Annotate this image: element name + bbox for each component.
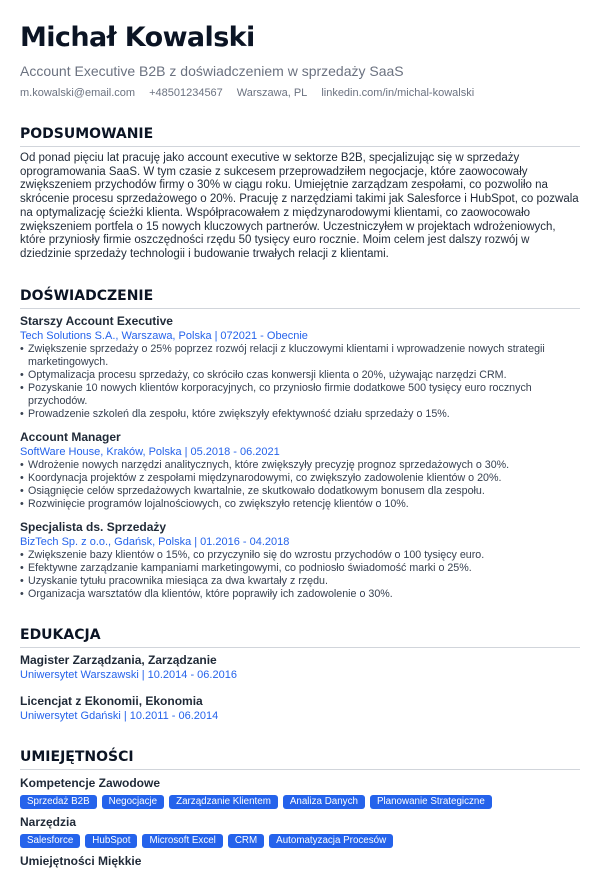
education-entry <box>20 694 580 723</box>
job-bullet: • Prowadzenie szkoleń dla zespołu, które zwiększyły efektywność działu sprzedaży o 15%. <box>20 408 580 421</box>
job-dates: 05.2018 - 06.2021 <box>190 445 280 458</box>
skills-section <box>20 749 580 869</box>
experience-section <box>20 288 580 601</box>
section-title-skills: UMIEJĘTNOŚCI <box>20 749 580 770</box>
skill-chip: Zarządzanie Klientem <box>169 795 278 809</box>
skill-group-title: Narzędzia <box>20 814 77 829</box>
skill-chip: Automatyzacja Procesów <box>269 834 393 848</box>
contact-email[interactable]: m.kowalski@email.com <box>20 87 136 99</box>
summary-text: Od ponad pięciu lat pracuję jako account executive w sektorze B2B, specjalizując się w sprzedaży oprogramowania SaaS. W tym czasie z sukcesem przeprowadziłem negocjacje, które zaowocowały zwiększeniem przychodów firmy o 30% w ciągu roku. Umiejętnie zarządzam zespołami, co pozwoliło na skrócenie procesu sprzedażowego o 20%. Pracuję z narzędziami takimi jak Salesforce i HubSpot, co pozwala na optymalizację ścieżki klienta. Współpracowałem z międzynarodowymi klientami, co zaowocowało zwiększeniem portfela o 15 nowych kluczowych partnerów. Uczestniczyłem w projektach wdrożeniowych, które przyniosły firmie oszczędności rzędu 50 tysięcy euro rocznie. Moim celem jest dalszy rozwój w dziedzinie sprzedaży technologii i budowanie trwałych relacji z klientami. <box>20 152 579 260</box>
meta-separator: | <box>123 709 127 722</box>
education-school: Uniwersytet Gdański <box>20 709 121 722</box>
job-bullet: • Organizacja warsztatów dla klientów, które poprawiły ich zadowolenie o 30%. <box>20 588 580 601</box>
skill-chip: HubSpot <box>85 834 137 848</box>
job-title: Starszy Account Executive <box>20 313 173 328</box>
education-dates: 10.2011 - 06.2014 <box>129 709 219 722</box>
education-dates: 10.2014 - 06.2016 <box>147 668 237 681</box>
job-company: SoftWare House, Kraków, Polska <box>20 445 182 458</box>
section-title-summary: PODSUMOWANIE <box>20 126 580 147</box>
meta-separator: | <box>141 668 145 681</box>
education-entry <box>20 653 580 682</box>
job-dates: 072021 - Obecnie <box>220 329 308 342</box>
job-bullet: • Optymalizacja procesu sprzedaży, co skróciło czas konwersji klienta o 20%, używając narzędzi CRM. <box>20 369 580 382</box>
job-bullets <box>20 549 580 601</box>
section-title-experience: DOŚWIADCZENIE <box>20 288 580 309</box>
job-title: Account Manager <box>20 429 121 444</box>
job-bullet: • Osiągnięcie celów sprzedażowych kwartalnie, ze skutkowało dodatkowym bonusem dla zespołu. <box>20 485 580 498</box>
summary-section <box>20 126 580 262</box>
contact-phone[interactable]: +48501234567 <box>149 87 223 99</box>
job-title: Specjalista ds. Sprzedaży <box>20 519 167 534</box>
contact-row <box>20 86 580 100</box>
candidate-name: Michał Kowalski <box>20 22 255 53</box>
job-bullet: • Koordynacja projektów z zespołami międzynarodowymi, co zwiększyło zadowolenie klientów o 20%. <box>20 472 580 485</box>
skill-chip: Planowanie Strategiczne <box>370 795 492 809</box>
job-entry <box>20 314 580 421</box>
education-meta <box>20 668 580 682</box>
job-meta <box>20 445 580 459</box>
skill-chip: Sprzedaż B2B <box>20 795 97 809</box>
skill-group-title: Umiejętności Miękkie <box>20 853 142 868</box>
education-section <box>20 627 580 723</box>
job-bullet: • Efektywne zarządzanie kampaniami marketingowymi, co podniosło świadomość marki o 25%. <box>20 562 580 575</box>
education-meta <box>20 709 580 723</box>
job-company: Tech Solutions S.A., Warszawa, Polska <box>20 329 212 342</box>
skill-chip: Analiza Danych <box>283 795 365 809</box>
job-bullet: • Zwiększenie sprzedaży o 25% poprzez rozwój relacji z kluczowymi klientami i wprowadzenie nowych strategii marketingowych. <box>20 343 580 369</box>
job-meta <box>20 329 580 343</box>
meta-separator: | <box>194 535 198 548</box>
skill-chip: CRM <box>228 834 264 848</box>
candidate-headline: Account Executive B2B z doświadczeniem w sprzedaży SaaS <box>20 63 404 79</box>
job-meta <box>20 535 580 549</box>
education-degree: Magister Zarządzania, Zarządzanie <box>20 652 217 667</box>
job-bullet: • Wdrożenie nowych narzędzi analitycznych, które zwiększyły precyzję prognoz sprzedażowych o 30%. <box>20 459 580 472</box>
job-dates: 01.2016 - 04.2018 <box>200 535 290 548</box>
job-bullet: • Rozwinięcie programów lojalnościowych, co zwiększyło retencję klientów o 10%. <box>20 498 580 511</box>
skill-chips <box>20 834 580 848</box>
skill-group-title: Kompetencje Zawodowe <box>20 775 161 790</box>
contact-linkedin[interactable]: linkedin.com/in/michal-kowalski <box>321 87 475 99</box>
job-bullets <box>20 343 580 421</box>
job-entry <box>20 430 580 511</box>
skill-chip: Salesforce <box>20 834 80 848</box>
skill-chips <box>20 795 580 809</box>
job-company: BizTech Sp. z o.o., Gdańsk, Polska <box>20 535 192 548</box>
job-bullet: • Zwiększenie bazy klientów o 15%, co przyczyniło się do wzrostu przychodów o 100 tysięcy euro. <box>20 549 580 562</box>
contact-location: Warszawa, PL <box>236 87 308 99</box>
education-school: Uniwersytet Warszawski <box>20 668 139 681</box>
section-title-education: EDUKACJA <box>20 627 580 648</box>
meta-separator: | <box>214 329 218 342</box>
skill-chip: Negocjacje <box>102 795 164 809</box>
education-degree: Licencjat z Ekonomii, Ekonomia <box>20 693 203 708</box>
job-bullet: • Uzyskanie tytułu pracownika miesiąca za dwa kwartały z rzędu. <box>20 575 580 588</box>
skill-chip: Microsoft Excel <box>142 834 222 848</box>
job-entry <box>20 520 580 601</box>
job-bullet: • Pozyskanie 10 nowych klientów korporacyjnych, co przyniosło firmie dodatkowe 500 tysięcy euro rocznych przychodów. <box>20 382 580 408</box>
meta-separator: | <box>184 445 188 458</box>
job-bullets <box>20 459 580 511</box>
